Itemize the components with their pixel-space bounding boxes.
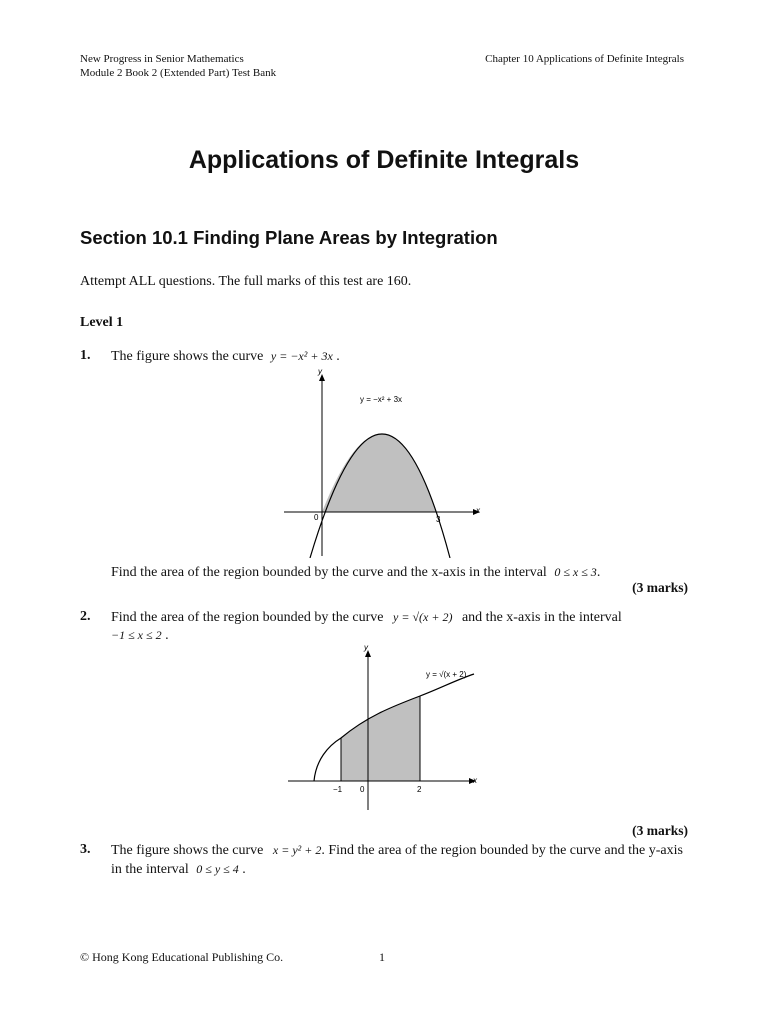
instructions: Attempt ALL questions. The full marks of this test are 160. xyxy=(80,274,412,289)
page-title: Applications of Definite Integrals xyxy=(188,146,580,174)
section-heading: Section 10.1 Finding Plane Areas by Integration xyxy=(80,227,498,248)
question-number: 3. xyxy=(80,842,91,857)
question-text-part: The figure shows the curve xyxy=(111,843,264,858)
origin-label: 0 xyxy=(360,785,365,794)
header-left-line2: Module 2 Book 2 (Extended Part) Test Bank xyxy=(80,67,277,79)
question-text-part: Find the area of the region bounded by the curve xyxy=(111,610,384,625)
math-expression: −1 ≤ x ≤ 2 xyxy=(111,628,162,642)
question-text: The figure shows the curve y = −x² + 3x . xyxy=(111,349,340,364)
question-text: Find the area of the region bounded by the curve and the x-axis in the interval 0 ≤ x ≤ 3. xyxy=(111,565,601,580)
question-number: 2. xyxy=(80,609,91,624)
axis-label-x: x xyxy=(473,776,477,785)
axis-label-y: y xyxy=(318,367,322,376)
tick-label-right: 2 xyxy=(417,785,422,794)
marks: (3 marks) xyxy=(632,823,688,838)
question-text: −1 ≤ x ≤ 2 . xyxy=(111,628,169,643)
curve-label: y = √(x + 2) xyxy=(426,670,467,679)
tick-label: 3 xyxy=(436,515,441,524)
marks: (3 marks) xyxy=(632,580,688,595)
question-text: The figure shows the curve x = y² + 2. Find the area of the region bounded by the curve and the y-axis in the interval 0 ≤ y ≤ 4 . xyxy=(111,843,683,877)
axis-label-y: y xyxy=(364,643,368,652)
page-number: 1 xyxy=(379,950,385,964)
figure-2 xyxy=(286,642,484,812)
shaded-region xyxy=(341,696,420,781)
footer-copyright: © Hong Kong Educational Publishing Co. xyxy=(80,950,284,964)
shaded-region xyxy=(322,434,436,512)
header-left-line1: New Progress in Senior Mathematics xyxy=(80,53,244,65)
figure-1 xyxy=(284,366,484,558)
origin-label: 0 xyxy=(314,513,319,522)
question-number: 1. xyxy=(80,348,91,363)
math-expression: y = −x² + 3x xyxy=(270,349,333,363)
question-text-part: Find the area of the region bounded by the curve and the x-axis in the interval xyxy=(111,565,547,580)
math-expression: y = √(x + 2) xyxy=(393,610,453,624)
math-expression: 0 ≤ y ≤ 4 xyxy=(196,862,239,876)
header-right: Chapter 10 Applications of Definite Integrals xyxy=(485,53,684,65)
question-text-part: and the x-axis in the interval xyxy=(461,610,622,625)
axis-label-x: x xyxy=(476,506,480,515)
tick-label-left: −1 xyxy=(333,785,343,794)
question-text-part: . Find the area of the region bounded by the curve and the y-axis in the interval xyxy=(111,843,683,877)
question-text-part: The figure shows the curve xyxy=(111,349,264,364)
math-expression: x = y² + 2 xyxy=(272,843,322,857)
level-heading: Level 1 xyxy=(80,315,124,330)
curve-label: y = −x² + 3x xyxy=(360,395,403,404)
math-expression: 0 ≤ x ≤ 3 xyxy=(554,565,597,579)
question-text xyxy=(111,608,688,627)
